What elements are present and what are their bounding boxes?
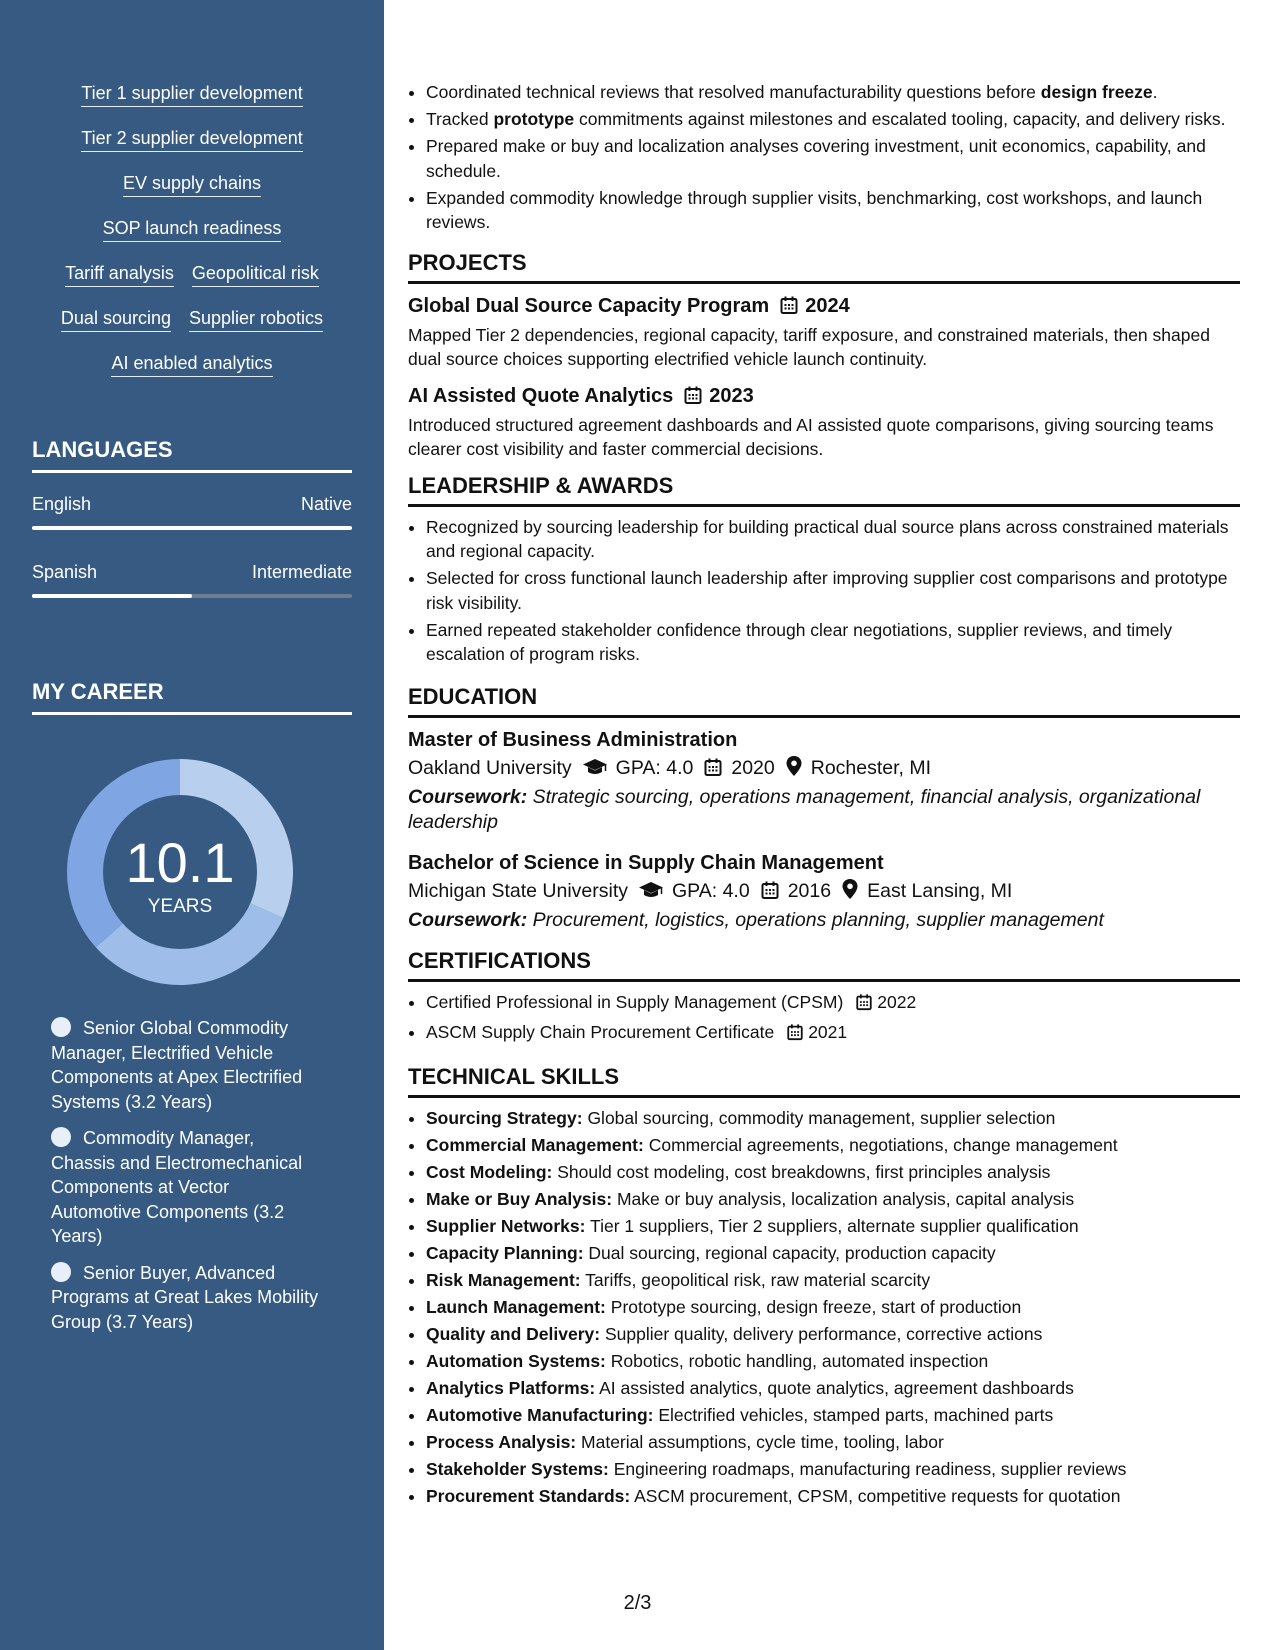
skill-category: Automotive Manufacturing:: [426, 1405, 654, 1425]
career-dot-icon: [51, 1017, 71, 1037]
leadership-heading: LEADERSHIP & AWARDS: [408, 472, 1240, 507]
leadership-list: [408, 515, 1240, 667]
location-pin-icon: [785, 755, 803, 785]
career-unit: YEARS: [147, 896, 213, 917]
coursework-text: Procurement, logistics, operations planning, supplier management: [532, 908, 1104, 931]
degree-title: Master of Business Administration: [408, 728, 738, 751]
language-name: Spanish: [32, 562, 98, 582]
project-description: Introduced structured agreement dashboards and AI assisted quote comparisons, giving sourcing teams clearer cost visibility and faster commercial decisions.: [408, 414, 1214, 459]
skill-values: Commercial agreements, negotiations, change management: [648, 1135, 1118, 1155]
graduation-year: 2020: [731, 756, 775, 779]
technical-skills-list: [408, 1106, 1240, 1509]
skill-category: Risk Management:: [426, 1270, 581, 1290]
projects-list: [408, 292, 1240, 462]
certification-item: [426, 1020, 1240, 1048]
technical-skill-item: [426, 1295, 1240, 1320]
skill-category: Sourcing Strategy:: [426, 1108, 583, 1128]
skill-values: Electrified vehicles, stamped parts, machined parts: [658, 1405, 1054, 1425]
main-content: [408, 80, 1240, 1511]
certification-name: Certified Professional in Supply Management (CPSM): [426, 991, 844, 1012]
skill-values: Should cost modeling, cost breakdowns, first principles analysis: [557, 1162, 1051, 1182]
projects-heading: PROJECTS: [408, 249, 1240, 284]
skill-row: [32, 125, 352, 170]
graduation-year: 2016: [787, 879, 832, 902]
degree-title: Bachelor of Science in Supply Chain Management: [408, 851, 884, 874]
skill-row: [32, 80, 352, 125]
calendar-icon: [786, 1023, 804, 1048]
skill-category: Capacity Planning:: [426, 1243, 584, 1263]
language-name: English: [32, 494, 92, 514]
language-bar: [32, 594, 352, 598]
technical-skill-item: [426, 1484, 1240, 1509]
calendar-icon: [760, 880, 780, 908]
career-item: [51, 1016, 321, 1114]
gpa: GPA: 4.0: [615, 756, 694, 779]
skill-tag: EV supply chains: [123, 170, 261, 197]
skill-tag: Tier 1 supplier development: [81, 80, 302, 107]
skill-tag: AI enabled analytics: [111, 350, 272, 377]
coursework: [408, 908, 1240, 933]
calendar-icon: [683, 385, 703, 413]
career-text: Senior Global Commodity Manager, Electrified Vehicle Components at Apex Electrified Systems (3.2 Years): [51, 1018, 303, 1112]
skill-values: Global sourcing, commodity management, supplier selection: [587, 1108, 1056, 1128]
certification-name: ASCM Supply Chain Procurement Certificate: [426, 1021, 775, 1042]
coursework-text: Strategic sourcing, operations management, financial analysis, organizational leadership: [408, 785, 1201, 833]
education-list: [408, 726, 1240, 933]
skill-category: Cost Modeling:: [426, 1162, 553, 1182]
page-number: 2/3: [623, 1592, 652, 1614]
school-location: Rochester, MI: [810, 756, 932, 779]
project-title: AI Assisted Quote Analytics: [408, 384, 674, 407]
skill-values: ASCM procurement, CPSM, competitive requests for quotation: [634, 1486, 1121, 1506]
technical-skill-item: [426, 1430, 1240, 1455]
language-level: Native: [300, 494, 352, 514]
language-item: [32, 560, 352, 598]
technical-skill-item: [426, 1133, 1240, 1158]
skill-values: Make or buy analysis, localization analysis, capital analysis: [616, 1189, 1075, 1209]
career-item: [51, 1261, 321, 1335]
project-title: Global Dual Source Capacity Program: [408, 294, 770, 317]
career-list: [51, 1016, 321, 1346]
technical-skill-item: [426, 1214, 1240, 1239]
skill-category: Make or Buy Analysis:: [426, 1189, 613, 1209]
sidebar: [0, 0, 384, 1650]
technical-skill-item: [426, 1322, 1240, 1347]
certification-year: 2021: [808, 1021, 848, 1042]
technical-skill-item: [426, 1457, 1240, 1482]
skill-tag: Tier 2 supplier development: [81, 125, 302, 152]
graduation-cap-icon: [638, 880, 664, 908]
technical-skill-item: [426, 1187, 1240, 1212]
skill-values: Tier 1 suppliers, Tier 2 suppliers, alternate supplier qualification: [590, 1216, 1079, 1236]
coursework-label: Coursework:: [408, 908, 528, 931]
technical-skill-item: [426, 1349, 1240, 1374]
project-title-row: [408, 382, 1240, 413]
leadership-item: • Selected for cross functional launch leadership after improving supplier cost comparisons and prototype risk visibility.: [426, 566, 1240, 615]
experience-bullet: • Expanded commodity knowledge through supplier visits, benchmarking, cost workshops, and launch reviews.: [426, 186, 1240, 235]
skill-row: [32, 350, 352, 395]
skill-values: AI assisted analytics, quote analytics, agreement dashboards: [599, 1378, 1074, 1398]
coursework-label: Coursework:: [408, 785, 528, 808]
skill-values: Supplier quality, delivery performance, corrective actions: [604, 1324, 1043, 1344]
leadership-item: • Recognized by sourcing leadership for building practical dual source plans across constrained materials and regional capacity.: [426, 515, 1240, 564]
skill-category: Commercial Management:: [426, 1135, 644, 1155]
school-name: Michigan State University: [408, 879, 629, 902]
school-name: Oakland University: [408, 756, 572, 779]
skill-values: Dual sourcing, regional capacity, production capacity: [588, 1243, 996, 1263]
calendar-icon: [779, 295, 799, 323]
technical-skill-item: [426, 1268, 1240, 1293]
career-dot-icon: [51, 1262, 71, 1282]
graduation-cap-icon: [582, 757, 608, 785]
skill-row: [32, 215, 352, 260]
technical-skill-item: [426, 1376, 1240, 1401]
skill-category: Supplier Networks:: [426, 1216, 586, 1236]
certifications-list: [408, 990, 1240, 1048]
skill-category: Automation Systems:: [426, 1351, 606, 1371]
skill-tag: SOP launch readiness: [103, 215, 282, 242]
skill-category: Procurement Standards:: [426, 1486, 631, 1506]
school-location: East Lansing, MI: [867, 879, 1013, 902]
project-year: 2024: [805, 294, 850, 317]
education-meta: [408, 877, 1240, 908]
education-heading: EDUCATION: [408, 683, 1240, 718]
skill-row: [32, 170, 352, 215]
experience-bullet: • Coordinated technical reviews that resolved manufacturability questions before design freeze.: [426, 80, 1240, 105]
skill-values: Prototype sourcing, design freeze, start of production: [610, 1297, 1022, 1317]
skill-values: Engineering roadmaps, manufacturing readiness, supplier reviews: [613, 1459, 1127, 1479]
skill-row: [32, 305, 352, 350]
skill-values: Material assumptions, cycle time, tooling, labor: [581, 1432, 944, 1452]
location-pin-icon: [841, 878, 859, 908]
technical-skills-heading: TECHNICAL SKILLS: [408, 1063, 1240, 1098]
career-item: [51, 1126, 321, 1249]
calendar-icon: [703, 757, 723, 785]
career-text: Commodity Manager, Chassis and Electromechanical Components at Vector Automotive Components (3.2 Years): [51, 1128, 303, 1246]
technical-skill-item: [426, 1106, 1240, 1131]
language-bar-fill: [32, 526, 352, 530]
technical-skill-item: [426, 1403, 1240, 1428]
skill-category: Quality and Delivery:: [426, 1324, 601, 1344]
languages-heading: LANGUAGES: [32, 436, 352, 473]
project-year: 2023: [709, 384, 754, 407]
leadership-item: • Earned repeated stakeholder confidence through clear negotiations, supplier reviews, and timely escalation of program risks.: [426, 618, 1240, 667]
skill-category: Stakeholder Systems:: [426, 1459, 609, 1479]
skill-tags: [32, 80, 352, 395]
experience-bullets: [408, 80, 1240, 235]
career-dot-icon: [51, 1127, 71, 1147]
career-text: Senior Buyer, Advanced Programs at Great Lakes Mobility Group (3.7 Years): [51, 1262, 319, 1332]
education-meta: [408, 754, 1240, 785]
experience-bullet: • Tracked prototype commitments against milestones and escalated tooling, capacity, and delivery risks.: [426, 107, 1240, 132]
technical-skill-item: [426, 1241, 1240, 1266]
language-level: Intermediate: [251, 562, 352, 582]
skill-category: Launch Management:: [426, 1297, 606, 1317]
career-donut-chart: [60, 752, 300, 992]
certifications-heading: CERTIFICATIONS: [408, 947, 1240, 982]
skill-values: Tariffs, geopolitical risk, raw material scarcity: [585, 1270, 931, 1290]
project-description: Mapped Tier 2 dependencies, regional capacity, tariff exposure, and constrained materials, then shaped dual source choices supporting electrified vehicle launch continuity.: [408, 324, 1210, 369]
certification-year: 2022: [877, 991, 917, 1012]
skill-category: Analytics Platforms:: [426, 1378, 596, 1398]
experience-bullet: • Prepared make or buy and localization analyses covering investment, unit economics, capability, and schedule.: [426, 134, 1240, 183]
career-heading: MY CAREER: [32, 678, 352, 715]
skill-tag: Geopolitical risk: [192, 260, 319, 287]
coursework: [408, 785, 1240, 835]
career-total: 10.1: [125, 831, 235, 894]
language-item: [32, 492, 352, 530]
certification-item: [426, 990, 1240, 1018]
project-title-row: [408, 292, 1240, 323]
skill-values: Robotics, robotic handling, automated inspection: [610, 1351, 989, 1371]
skill-category: Process Analysis:: [426, 1432, 577, 1452]
skill-tag: Dual sourcing: [61, 305, 171, 332]
skill-tag: Supplier robotics: [189, 305, 323, 332]
language-bar: [32, 526, 352, 530]
skill-tag: Tariff analysis: [65, 260, 174, 287]
calendar-icon: [855, 993, 873, 1018]
gpa: GPA: 4.0: [672, 879, 750, 902]
technical-skill-item: [426, 1160, 1240, 1185]
language-bar-fill: [32, 594, 192, 598]
skill-row: [32, 260, 352, 305]
